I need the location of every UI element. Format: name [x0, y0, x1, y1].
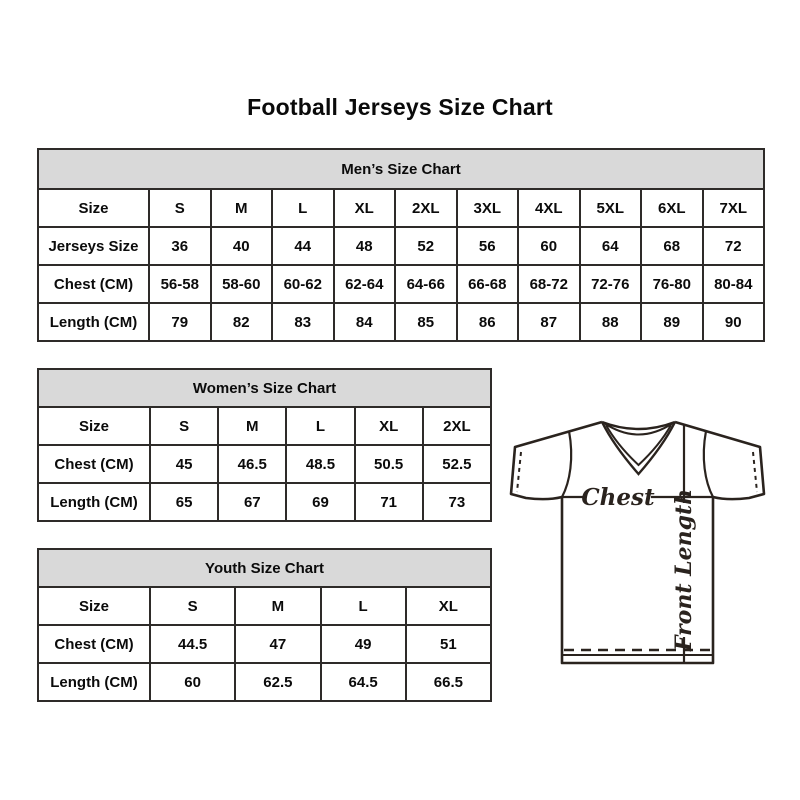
value-cell: 5XL: [580, 189, 642, 227]
row-label-cell: Chest (CM): [38, 445, 150, 483]
value-cell: S: [150, 407, 218, 445]
row-label-cell: Length (CM): [38, 483, 150, 521]
value-cell: 4XL: [518, 189, 580, 227]
value-cell: 48.5: [286, 445, 354, 483]
value-cell: 67: [218, 483, 286, 521]
value-cell: 64.5: [321, 663, 406, 701]
table-row: [38, 303, 764, 341]
value-cell: 7XL: [703, 189, 765, 227]
table-row: [38, 663, 491, 701]
value-cell: 2XL: [395, 189, 457, 227]
value-cell: 56-58: [149, 265, 211, 303]
row-label-cell: Size: [38, 587, 150, 625]
value-cell: XL: [355, 407, 423, 445]
value-cell: M: [235, 587, 320, 625]
value-cell: S: [150, 587, 235, 625]
value-cell: 69: [286, 483, 354, 521]
value-cell: 49: [321, 625, 406, 663]
value-cell: 83: [272, 303, 334, 341]
value-cell: M: [211, 189, 273, 227]
table-row: [38, 407, 491, 445]
value-cell: 3XL: [457, 189, 519, 227]
value-cell: 48: [334, 227, 396, 265]
value-cell: 64-66: [395, 265, 457, 303]
value-cell: 82: [211, 303, 273, 341]
row-label-cell: Chest (CM): [38, 625, 150, 663]
table-row: [38, 483, 491, 521]
table-title-row: [38, 549, 491, 587]
row-label-cell: Length (CM): [38, 303, 149, 341]
value-cell: 66-68: [457, 265, 519, 303]
womens-size-table: [37, 368, 492, 522]
chest-label: Chest: [581, 484, 655, 511]
value-cell: M: [218, 407, 286, 445]
value-cell: 66.5: [406, 663, 491, 701]
value-cell: XL: [406, 587, 491, 625]
value-cell: XL: [334, 189, 396, 227]
value-cell: L: [321, 587, 406, 625]
jersey-outline: [511, 422, 764, 663]
value-cell: 58-60: [211, 265, 273, 303]
value-cell: 86: [457, 303, 519, 341]
value-cell: 46.5: [218, 445, 286, 483]
value-cell: 60-62: [272, 265, 334, 303]
value-cell: 2XL: [423, 407, 491, 445]
value-cell: L: [272, 189, 334, 227]
value-cell: 85: [395, 303, 457, 341]
row-label-cell: Length (CM): [38, 663, 150, 701]
value-cell: 6XL: [641, 189, 703, 227]
page-title: Football Jerseys Size Chart: [247, 94, 553, 120]
table-title-row: [38, 369, 491, 407]
value-cell: 47: [235, 625, 320, 663]
value-cell: 65: [150, 483, 218, 521]
value-cell: 87: [518, 303, 580, 341]
value-cell: 52: [395, 227, 457, 265]
row-label-cell: Chest (CM): [38, 265, 149, 303]
value-cell: 71: [355, 483, 423, 521]
value-cell: 52.5: [423, 445, 491, 483]
value-cell: 84: [334, 303, 396, 341]
value-cell: 79: [149, 303, 211, 341]
value-cell: L: [286, 407, 354, 445]
jersey-measurement-diagram: [500, 410, 772, 668]
value-cell: 62-64: [334, 265, 396, 303]
value-cell: 44: [272, 227, 334, 265]
womens-table-title: Women’s Size Chart: [38, 369, 491, 407]
value-cell: 45: [150, 445, 218, 483]
table-row: [38, 189, 764, 227]
value-cell: 60: [150, 663, 235, 701]
row-label-cell: Size: [38, 189, 149, 227]
mens-size-table: [37, 148, 765, 342]
value-cell: 88: [580, 303, 642, 341]
value-cell: 56: [457, 227, 519, 265]
value-cell: 40: [211, 227, 273, 265]
value-cell: 68: [641, 227, 703, 265]
row-label-cell: Size: [38, 407, 150, 445]
value-cell: 72-76: [580, 265, 642, 303]
value-cell: 64: [580, 227, 642, 265]
youth-size-table: [37, 548, 492, 702]
table-row: [38, 445, 491, 483]
value-cell: 60: [518, 227, 580, 265]
mens-table-title: Men’s Size Chart: [38, 149, 764, 189]
front-length-label: Front Length: [671, 488, 697, 652]
value-cell: 51: [406, 625, 491, 663]
value-cell: 68-72: [518, 265, 580, 303]
value-cell: 90: [703, 303, 765, 341]
value-cell: 44.5: [150, 625, 235, 663]
value-cell: 76-80: [641, 265, 703, 303]
table-row: [38, 587, 491, 625]
value-cell: S: [149, 189, 211, 227]
value-cell: 72: [703, 227, 765, 265]
table-row: [38, 265, 764, 303]
table-row: [38, 625, 491, 663]
value-cell: 50.5: [355, 445, 423, 483]
value-cell: 89: [641, 303, 703, 341]
youth-table-title: Youth Size Chart: [38, 549, 491, 587]
value-cell: 73: [423, 483, 491, 521]
jersey-diagram-icon: [500, 410, 772, 668]
value-cell: 36: [149, 227, 211, 265]
table-title-row: [38, 149, 764, 189]
value-cell: 80-84: [703, 265, 765, 303]
value-cell: 62.5: [235, 663, 320, 701]
table-row: [38, 227, 764, 265]
row-label-cell: Jerseys Size: [38, 227, 149, 265]
